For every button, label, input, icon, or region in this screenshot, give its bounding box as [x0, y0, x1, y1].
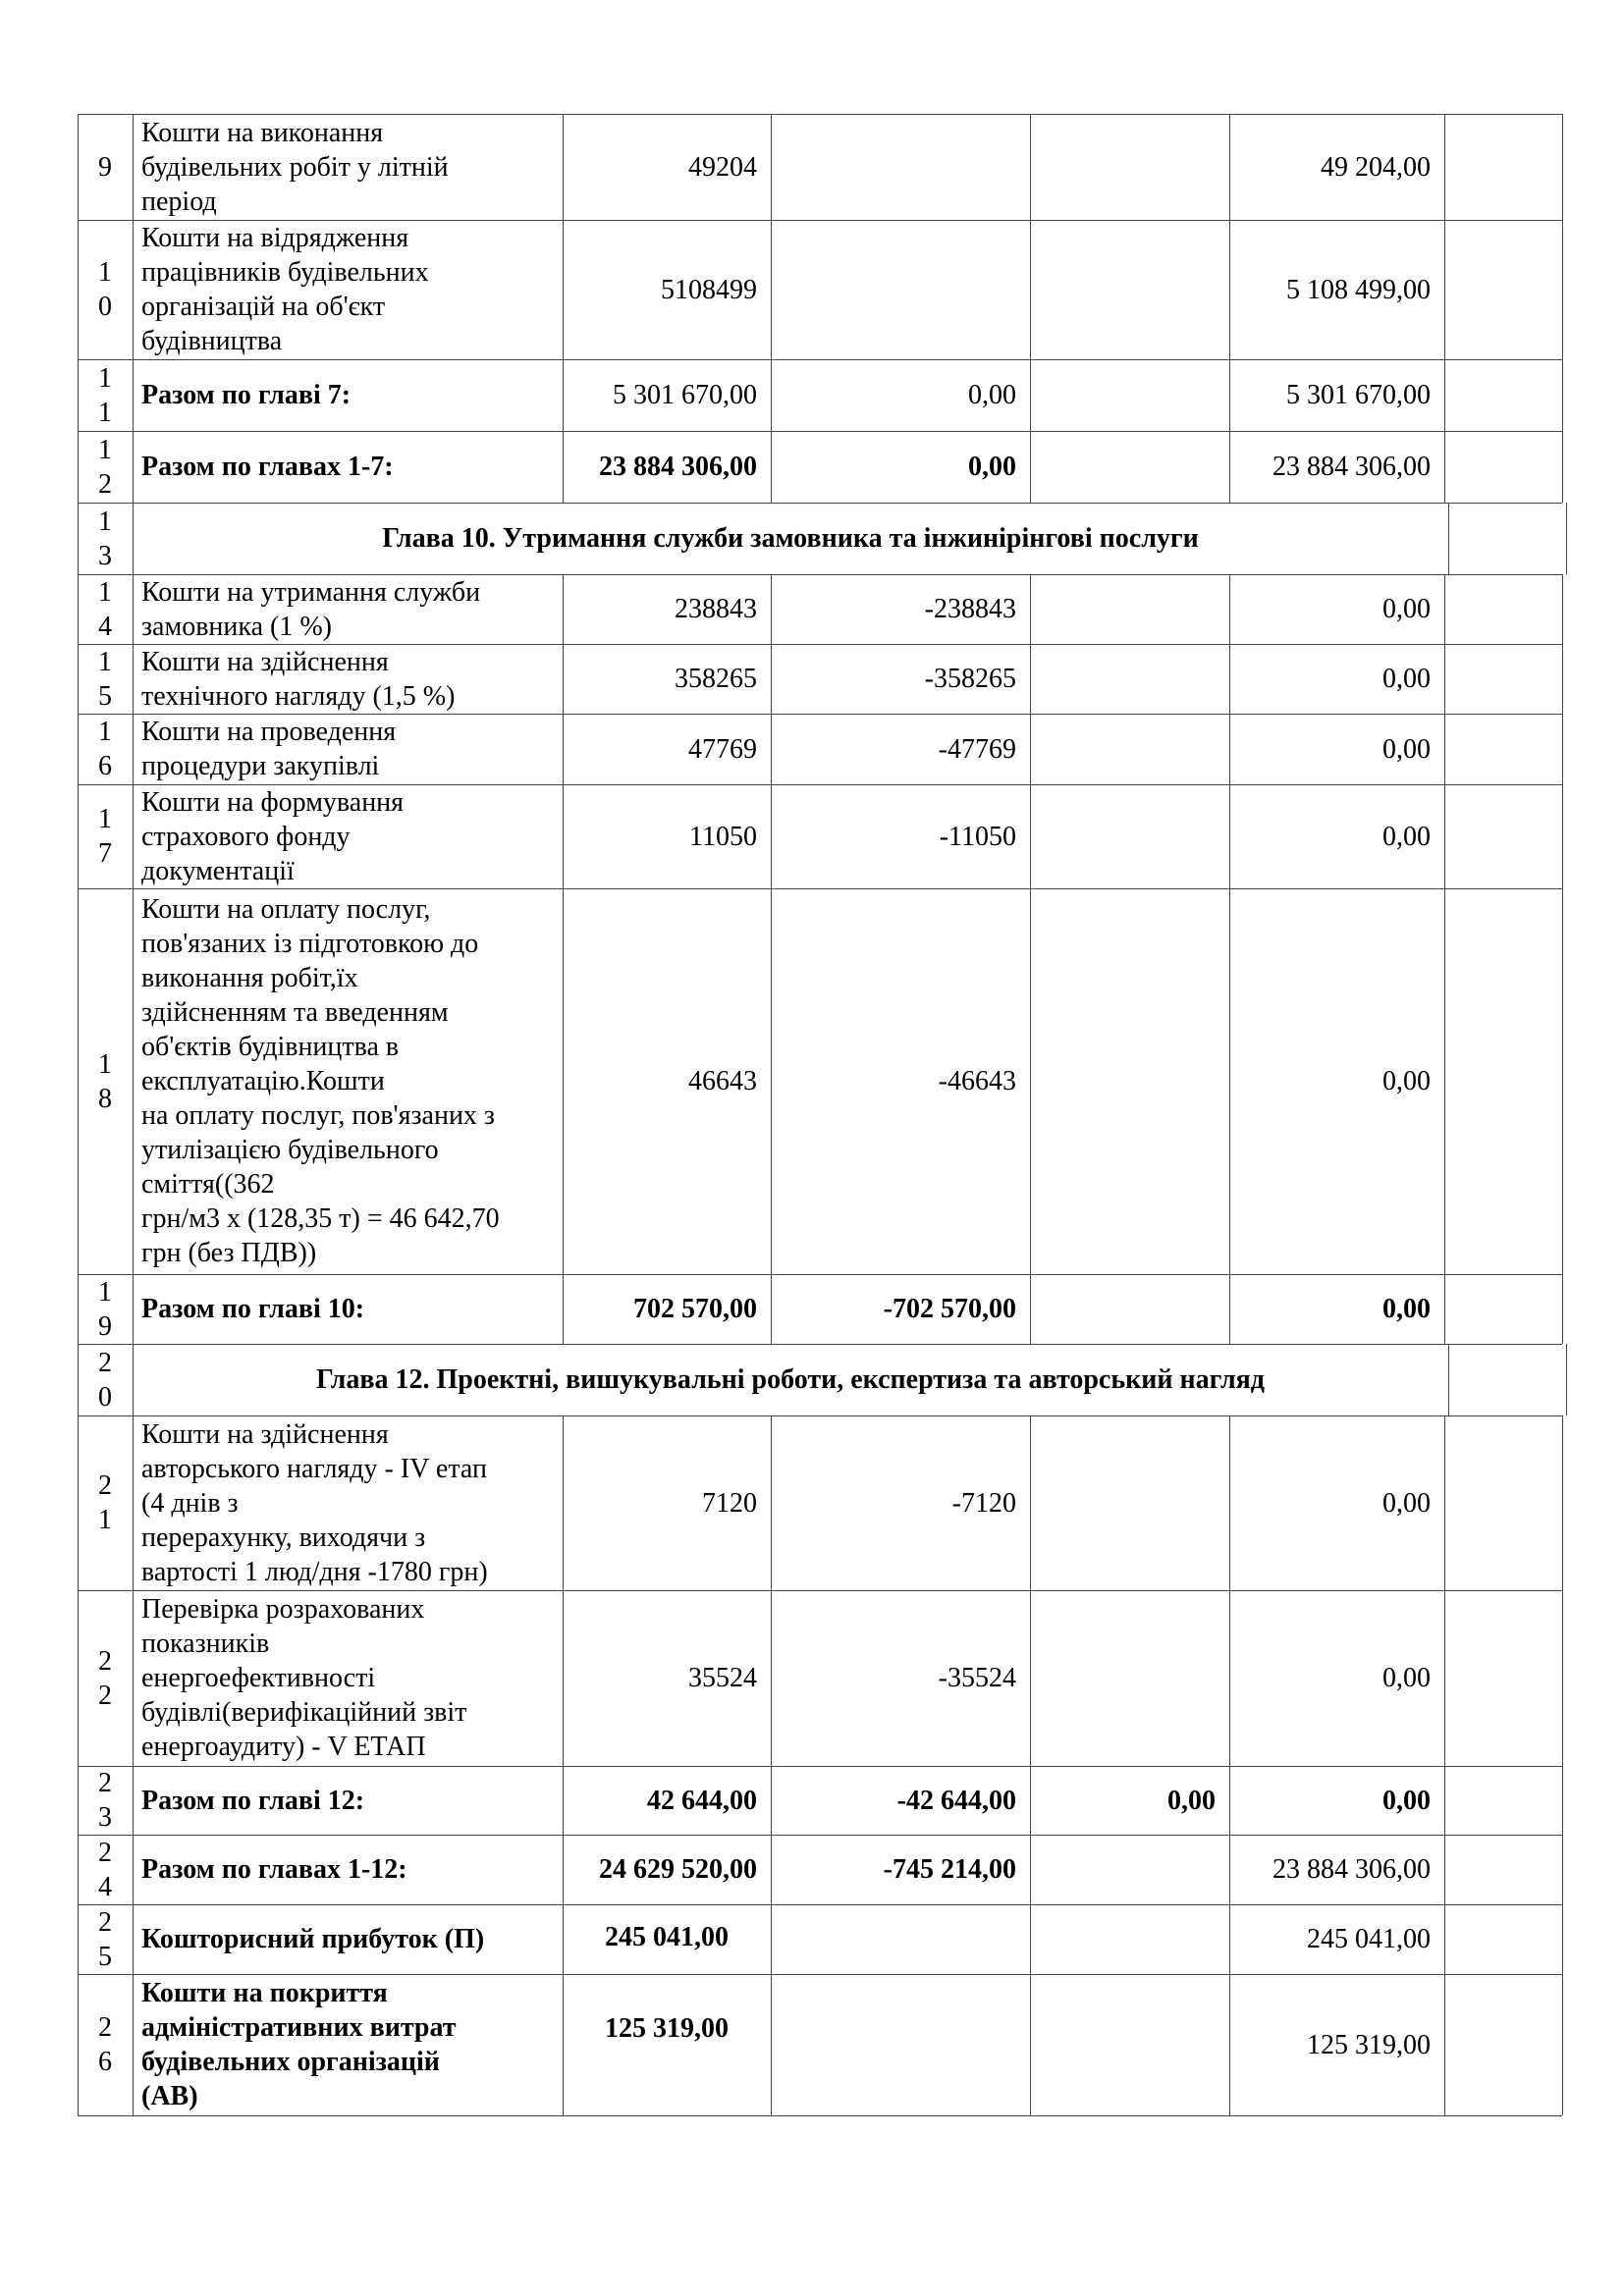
amount-value: 23 884 306,00 [1272, 1854, 1431, 1885]
amount-cell-c1 [563, 1904, 771, 1974]
item-name [133, 574, 563, 644]
empty-cell [1444, 1904, 1562, 1974]
row-number [78, 784, 133, 888]
row-number [78, 644, 133, 714]
amount-cell-c3 [1030, 1835, 1229, 1904]
row-number-text: 12 [98, 434, 112, 500]
chapter-heading-text: Глава 10. Утримання служби замовника та інжинірінгові послуги [382, 523, 1199, 554]
item-name [133, 1835, 563, 1904]
row-number-text: 25 [98, 1906, 112, 1972]
amount-cell-c2 [771, 888, 1030, 1274]
amount-value: -47769 [938, 733, 1016, 765]
amount-value: 35524 [688, 1663, 757, 1693]
amount-cell-c4 [1229, 574, 1444, 644]
amount-value: 11050 [689, 821, 757, 852]
item-name [133, 644, 563, 714]
row-number-text: 10 [98, 257, 112, 322]
row-number-text: 18 [98, 1048, 112, 1114]
grid-col-line [1562, 359, 1563, 431]
row-number [78, 503, 133, 574]
row-number-text: 14 [98, 576, 112, 642]
row-number [78, 1766, 133, 1835]
amount-cell-c3 [1030, 220, 1229, 359]
amount-value: 0,00 [1382, 594, 1431, 624]
amount-cell-c2 [771, 1274, 1030, 1344]
grid-col-line [1562, 1766, 1563, 1835]
row-number-text: 23 [98, 1768, 112, 1833]
grid-col-line [1562, 1274, 1563, 1344]
grid-col-line [1566, 1344, 1567, 1415]
grid-col-line [1562, 574, 1563, 644]
row-number-text: 13 [98, 506, 112, 571]
empty-cell [1444, 114, 1562, 220]
item-name [133, 1590, 563, 1766]
row-number-text: 21 [98, 1470, 112, 1535]
amount-value: 702 570,00 [633, 1294, 757, 1324]
amount-cell-c4 [1229, 1835, 1444, 1904]
row-number-text: 17 [98, 804, 112, 869]
amount-cell-c4 [1229, 714, 1444, 784]
amount-cell-c4 [1229, 114, 1444, 220]
amount-value: 0,00 [968, 452, 1016, 482]
empty-cell [1444, 888, 1562, 1274]
chapter-heading-text: Глава 12. Проектні, вишукувальні роботи, експертиза та авторський нагляд [316, 1364, 1265, 1395]
amount-value: 0,00 [1382, 1487, 1431, 1519]
empty-cell [1444, 574, 1562, 644]
row-number-text: 15 [98, 646, 112, 712]
amount-cell-c4 [1229, 1590, 1444, 1766]
amount-cell-c2 [771, 431, 1030, 503]
amount-cell-c3 [1030, 1590, 1229, 1766]
amount-value: -745 214,00 [883, 1854, 1016, 1885]
amount-cell-c3 [1030, 114, 1229, 220]
amount-cell-c1 [563, 784, 771, 888]
amount-cell-c4 [1229, 888, 1444, 1274]
amount-cell-c3 [1030, 1766, 1229, 1835]
item-name-text: Разом по главі 7: [141, 380, 352, 410]
amount-value: -7120 [951, 1487, 1016, 1519]
row-number [78, 1590, 133, 1766]
amount-cell-c4 [1229, 1274, 1444, 1344]
amount-value: 5 301 670,00 [613, 380, 757, 410]
amount-value: 46643 [688, 1066, 757, 1096]
item-name-text: Кошти на покриття адміністративних витрат будівельних організацій (АВ) [141, 1978, 457, 2111]
amount-cell-c1 [563, 1274, 771, 1344]
amount-cell-c4 [1229, 644, 1444, 714]
grid-col-line [1562, 888, 1563, 1274]
amount-value: 358265 [675, 664, 757, 694]
row-number [78, 1344, 133, 1415]
row-number [78, 1904, 133, 1974]
grid-col-line [1562, 114, 1563, 220]
item-name-text: Разом по главах 1-12: [141, 1854, 407, 1885]
amount-cell-c1 [563, 1415, 771, 1590]
amount-cell-c1 [563, 1766, 771, 1835]
item-name [133, 1415, 563, 1590]
grid-col-line [1562, 644, 1563, 714]
amount-cell-c3 [1030, 1415, 1229, 1590]
amount-cell-c1 [563, 114, 771, 220]
item-name [133, 1766, 563, 1835]
row-number [78, 1974, 133, 2115]
row-number-text: 9 [98, 151, 112, 183]
amount-cell-c1 [563, 1835, 771, 1904]
item-name-text: Кошти на утримання служби замовника (1 %) [141, 576, 481, 642]
row-number-text: 24 [98, 1837, 112, 1902]
amount-cell-c4 [1229, 431, 1444, 503]
amount-value: 7120 [702, 1487, 757, 1519]
row-number [78, 888, 133, 1274]
amount-value: -42 644,00 [896, 1785, 1016, 1816]
row-number [78, 1835, 133, 1904]
empty-cell [1444, 1274, 1562, 1344]
row-number-text: 22 [98, 1645, 112, 1711]
grid-col-line [1562, 784, 1563, 888]
amount-cell-c2 [771, 359, 1030, 431]
item-name [133, 784, 563, 888]
amount-cell-c2 [771, 220, 1030, 359]
item-name-text: Кошти на виконання будівельних робіт у літній період [141, 117, 449, 217]
amount-cell-c2 [771, 784, 1030, 888]
row-number-text: 11 [98, 362, 112, 428]
amount-cell-c1 [563, 220, 771, 359]
grid-col-line [1562, 1974, 1563, 2115]
amount-value: 245 041,00 [605, 1922, 729, 1952]
item-name [133, 1274, 563, 1344]
amount-value: 24 629 520,00 [599, 1854, 757, 1885]
row-number [78, 359, 133, 431]
item-name-text: Разом по главах 1-7: [141, 452, 394, 482]
empty-cell [1444, 359, 1562, 431]
amount-cell-c4 [1229, 1974, 1444, 2115]
grid-col-line [1562, 1415, 1563, 1590]
item-name-text: Кошти на оплату послуг, пов'язаних із підготовкою до виконання робіт,їх здійсненням та введенням об'єктів будівництва в експлуатацію.Кошти на оплату послуг, пов'язаних з утилізацією будівельного сміття((362 грн/м3 х (128,35 т) = 46 642,70 грн (без ПДВ)) [141, 894, 500, 1268]
chapter-heading [133, 1344, 1448, 1415]
amount-value: 49 204,00 [1321, 151, 1431, 183]
amount-cell-c2 [771, 114, 1030, 220]
amount-cell-c4 [1229, 1766, 1444, 1835]
amount-cell-c1 [563, 644, 771, 714]
item-name [133, 220, 563, 359]
empty-cell [1444, 714, 1562, 784]
amount-cell-c3 [1030, 888, 1229, 1274]
amount-cell-c1 [563, 1974, 771, 2115]
grid-row-line [78, 2115, 1562, 2116]
amount-cell-c1 [563, 431, 771, 503]
amount-cell-c2 [771, 574, 1030, 644]
empty-cell [1444, 1766, 1562, 1835]
item-name [133, 888, 563, 1274]
amount-value: 125 319,00 [605, 2013, 729, 2044]
amount-value: 0,00 [968, 380, 1016, 410]
amount-value: 238843 [675, 594, 757, 624]
amount-cell-c2 [771, 1904, 1030, 1974]
row-number [78, 431, 133, 503]
amount-value: -238843 [924, 594, 1016, 624]
grid-col-line [1562, 1590, 1563, 1766]
amount-value: 47769 [688, 733, 757, 765]
amount-cell-c3 [1030, 1904, 1229, 1974]
amount-value: 23 884 306,00 [1272, 452, 1431, 482]
grid-col-line [1562, 1904, 1563, 1974]
row-number-text: 20 [98, 1347, 112, 1413]
empty-cell [1444, 1974, 1562, 2115]
amount-cell-c2 [771, 1590, 1030, 1766]
amount-value: -11050 [939, 821, 1016, 852]
amount-value: 5 108 499,00 [1286, 274, 1431, 305]
item-name-text: Разом по главі 12: [141, 1785, 365, 1816]
item-name-text: Кошти на проведення процедури закупівлі [141, 717, 397, 781]
row-number-text: 16 [98, 717, 112, 781]
grid-col-line [1562, 431, 1563, 503]
item-name-text: Разом по главі 10: [141, 1294, 365, 1324]
item-name-text: Кошторисний прибуток (П) [141, 1924, 485, 1954]
amount-cell-c4 [1229, 220, 1444, 359]
item-name [133, 1974, 563, 2115]
amount-value: 0,00 [1167, 1785, 1216, 1816]
row-number [78, 714, 133, 784]
empty-cell [1444, 1590, 1562, 1766]
amount-value: 0,00 [1382, 1785, 1431, 1816]
empty-cell [1444, 220, 1562, 359]
amount-cell-c2 [771, 1974, 1030, 2115]
row-number [78, 574, 133, 644]
amount-cell-c2 [771, 1415, 1030, 1590]
grid-col-line [1566, 503, 1567, 574]
amount-cell-c2 [771, 644, 1030, 714]
amount-value: 125 319,00 [1307, 2029, 1431, 2060]
empty-cell [1444, 784, 1562, 888]
amount-cell-c4 [1229, 784, 1444, 888]
amount-cell-c4 [1229, 1415, 1444, 1590]
empty-cell [1444, 644, 1562, 714]
amount-cell-c2 [771, 714, 1030, 784]
amount-value: -702 570,00 [883, 1294, 1016, 1324]
amount-cell-c3 [1030, 431, 1229, 503]
item-name-text: Кошти на формування страхового фонду документації [141, 786, 405, 886]
amount-value: 5 301 670,00 [1286, 380, 1431, 410]
amount-value: 0,00 [1382, 821, 1431, 852]
item-name-text: Перевірка розрахованих показників енергоефективності будівлі(верифікаційний звіт енергоаудиту) - V ЕТАП [141, 1594, 467, 1762]
amount-cell-c1 [563, 888, 771, 1274]
item-name [133, 431, 563, 503]
item-name [133, 114, 563, 220]
row-number [78, 220, 133, 359]
grid-col-line [1562, 1835, 1563, 1904]
amount-value: 49204 [688, 151, 757, 183]
chapter-heading [133, 503, 1448, 574]
amount-value: 0,00 [1382, 1663, 1431, 1693]
empty-cell [1444, 431, 1562, 503]
amount-cell-c1 [563, 359, 771, 431]
amount-value: 0,00 [1382, 664, 1431, 694]
item-name-text: Кошти на відрядження працівників будівельних організацій на об'єкт будівництва [141, 223, 429, 356]
amount-value: 0,00 [1382, 1066, 1431, 1096]
row-number [78, 1415, 133, 1590]
amount-cell-c3 [1030, 644, 1229, 714]
amount-value: -35524 [938, 1663, 1016, 1693]
row-number-text: 26 [98, 2012, 112, 2077]
empty-cell [1444, 1415, 1562, 1590]
amount-value: 5108499 [661, 274, 757, 305]
amount-cell-c3 [1030, 574, 1229, 644]
item-name [133, 1904, 563, 1974]
amount-cell-c1 [563, 1590, 771, 1766]
amount-cell-c3 [1030, 1974, 1229, 2115]
amount-cell-c1 [563, 714, 771, 784]
amount-value: 0,00 [1382, 1294, 1431, 1324]
amount-value: 245 041,00 [1307, 1924, 1431, 1954]
amount-cell-c2 [771, 1766, 1030, 1835]
item-name [133, 714, 563, 784]
empty-cell [1444, 1835, 1562, 1904]
amount-cell-c3 [1030, 359, 1229, 431]
grid-col-line [1448, 503, 1449, 574]
amount-cell-c3 [1030, 714, 1229, 784]
grid-col-line [1448, 1344, 1449, 1415]
amount-value: 23 884 306,00 [599, 452, 757, 482]
amount-cell-c1 [563, 574, 771, 644]
amount-cell-c4 [1229, 359, 1444, 431]
row-number-text: 19 [98, 1276, 112, 1342]
estimate-table [78, 114, 1562, 2115]
item-name [133, 359, 563, 431]
amount-value: 0,00 [1382, 733, 1431, 765]
amount-value: 42 644,00 [647, 1785, 757, 1816]
amount-cell-c3 [1030, 784, 1229, 888]
amount-value: -46643 [938, 1066, 1016, 1096]
amount-cell-c2 [771, 1835, 1030, 1904]
row-number [78, 114, 133, 220]
amount-value: -358265 [924, 664, 1016, 694]
item-name-text: Кошти на здійснення технічного нагляду (1,5 %) [141, 646, 456, 712]
amount-cell-c3 [1030, 1274, 1229, 1344]
amount-cell-c4 [1229, 1904, 1444, 1974]
grid-col-line [1562, 220, 1563, 359]
item-name-text: Кошти на здійснення авторського нагляду - IV етап (4 днів з перерахунку, виходячи з вартості 1 люд/дня -1780 грн) [141, 1418, 488, 1587]
grid-col-line [1562, 714, 1563, 784]
row-number [78, 1274, 133, 1344]
